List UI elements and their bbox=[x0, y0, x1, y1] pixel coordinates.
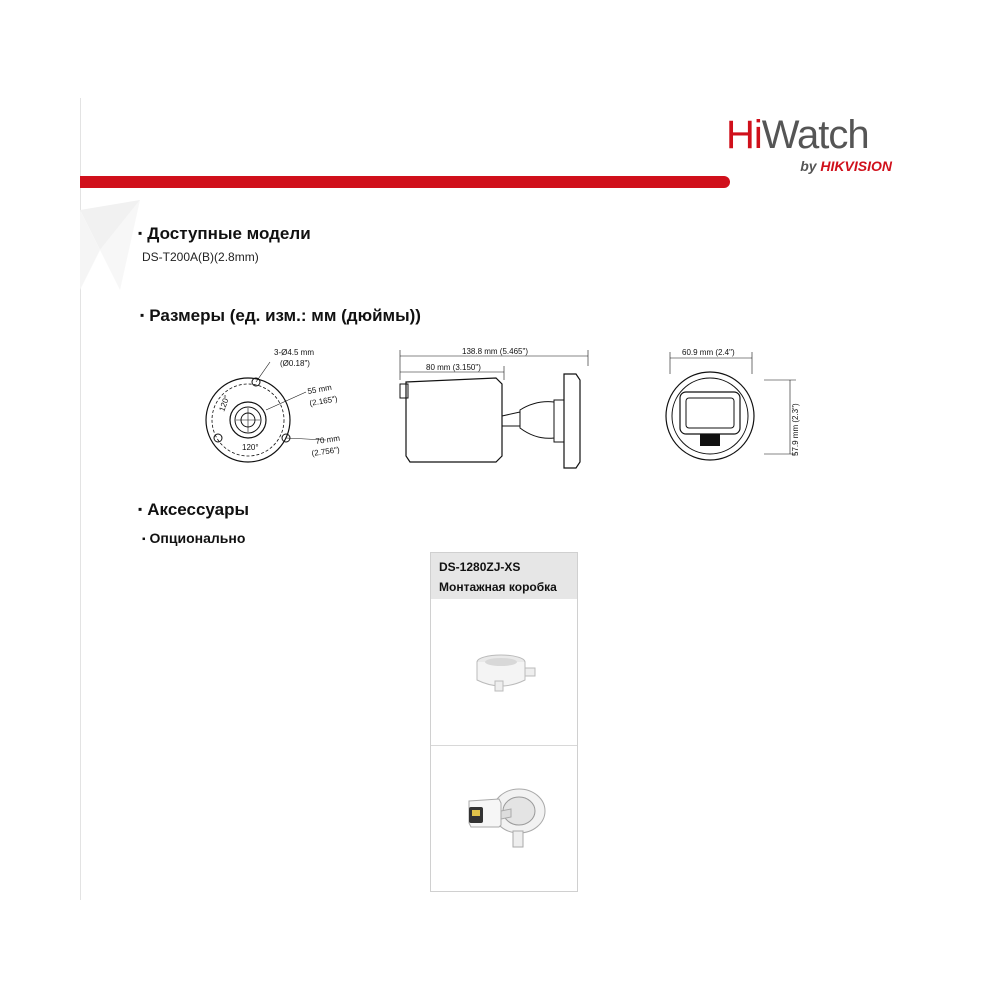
models-title-text: Доступные модели bbox=[147, 224, 311, 243]
rear-view-drawing bbox=[664, 344, 814, 464]
height-label: 57.9 mm (2.3") bbox=[791, 403, 800, 456]
logo-watch: Watch bbox=[761, 113, 869, 157]
dimensions-section-title bbox=[140, 306, 421, 326]
side-view-drawing bbox=[396, 344, 596, 478]
width-label: 60.9 mm (2.4") bbox=[682, 348, 735, 357]
accessory-name: Монтажная коробка bbox=[439, 580, 557, 594]
accessories-section-title bbox=[138, 500, 249, 520]
hiwatch-logo bbox=[726, 112, 896, 182]
hole-label-2: (Ø0.18") bbox=[280, 359, 310, 368]
logo-by: by bbox=[800, 158, 821, 174]
accessory-model: DS-1280ZJ-XS bbox=[439, 560, 521, 574]
d70-label-1: 70 mm bbox=[315, 433, 341, 446]
accessory-image-junction-box bbox=[431, 600, 577, 746]
accessory-image-camera-on-box bbox=[431, 746, 577, 891]
angle-label-2: 120° bbox=[242, 443, 259, 452]
bullet-icon: ▪ bbox=[140, 308, 145, 322]
camera-on-junction-box-icon bbox=[449, 779, 559, 859]
d55-label-1: 55 mm bbox=[306, 382, 333, 396]
models-section-title bbox=[138, 224, 311, 244]
d55-label-2: (2.165") bbox=[308, 394, 339, 408]
junction-box-icon bbox=[469, 648, 539, 698]
accessories-title-text: Аксессуары bbox=[147, 500, 250, 519]
hole-label-1: 3-Ø4.5 mm bbox=[274, 348, 315, 357]
optional-label-text: Опционально bbox=[149, 530, 246, 546]
model-name: DS-T200A(B)(2.8mm) bbox=[142, 250, 259, 264]
logo-hi: Hi bbox=[726, 113, 762, 157]
front-view-drawing bbox=[196, 340, 356, 470]
optional-label bbox=[142, 530, 245, 546]
angle-label-1: 120° bbox=[217, 394, 232, 413]
bullet-icon: ▪ bbox=[138, 502, 143, 516]
logo-hikvision: HIKVISION bbox=[820, 158, 892, 174]
header-red-band bbox=[80, 176, 730, 188]
dimensions-title-text: Размеры (ед. изм.: мм (дюймы)) bbox=[149, 306, 421, 325]
body-length-label: 80 mm (3.150") bbox=[426, 363, 481, 372]
bullet-icon: ▪ bbox=[138, 226, 143, 240]
accessory-card bbox=[430, 552, 578, 892]
total-length-label: 138.8 mm (5.465") bbox=[462, 347, 528, 356]
d70-label-2: (2.756") bbox=[311, 445, 341, 458]
bullet-icon: ▪ bbox=[142, 534, 146, 545]
watermark-graphic bbox=[80, 190, 150, 300]
accessory-card-header bbox=[431, 553, 577, 599]
